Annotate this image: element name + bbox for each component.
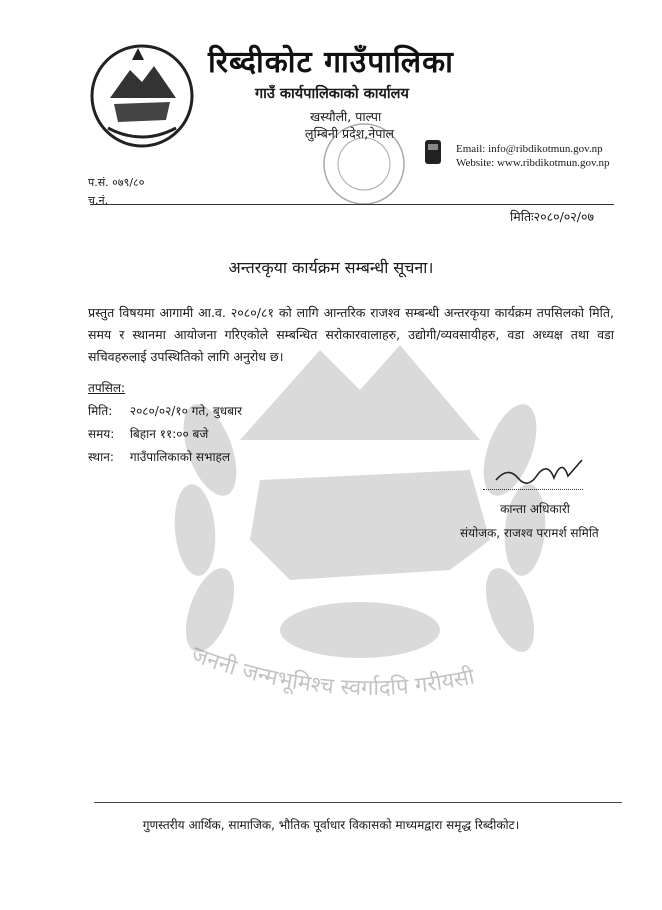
fiscal-reference: प.सं. ०७९/८०	[88, 176, 145, 189]
telephone-icon	[423, 138, 443, 166]
header-divider	[90, 204, 614, 205]
municipality-name: रिब्दीकोट गाउँपालिका	[208, 45, 454, 80]
signatory-title: संयोजक, राजश्व परामर्श समिति	[460, 526, 599, 540]
details-heading: तपसिल:	[88, 381, 126, 395]
detail-value: २०८०/०२/१० गते, बुधबार	[129, 404, 242, 418]
footer-slogan: गुणस्तरीय आर्थिक, सामाजिक, भौतिक पूर्वाधार विकासको माध्यमद्वारा समृद्ध रिब्दीकोट।	[142, 818, 520, 832]
motto-text: जननी जन्मभूमिश्च स्वर्गादपि गरीयसी	[187, 642, 477, 702]
letter-body: प्रस्तुत विषयमा आगामी आ.व. २०८०/८१ को लागि आन्तरिक राजश्व सम्बन्धी अन्तरकृया कार्यक्रम तपसिलको मिति, समय र स्थानमा आयोजना गरिएकोले सम्बन्धित सरोकारवालाहरु, उद्योगी/व्यवसायीहरु, वडा अध्यक्ष तथा वडा सचिवहरुलाई उपस्थितिको लागि अनुरोध छ।	[88, 305, 614, 364]
detail-value: गाउँपालिकाको सभाहल	[129, 450, 231, 464]
signature-line	[483, 489, 583, 490]
detail-value: बिहान ११:०० बजे	[129, 427, 209, 441]
letter-date: मितिः२०८०/०२/०७	[510, 209, 595, 224]
municipality-emblem-logo	[88, 42, 196, 150]
motto-watermark	[180, 640, 560, 730]
detail-row	[88, 400, 242, 423]
detail-row	[88, 446, 242, 469]
email-text: Email: info@ribdikotmun.gov.np	[456, 143, 603, 155]
address-line-2: लुम्बिनी प्रदेश,नेपाल	[305, 126, 395, 141]
footer-divider	[94, 802, 622, 803]
detail-label: स्थान:	[88, 450, 114, 464]
contact-info	[456, 142, 610, 170]
website-text: Website: www.ribdikotmun.gov.np	[456, 157, 610, 169]
detail-row	[88, 423, 242, 446]
handwritten-signature	[490, 452, 590, 490]
svg-text:जननी जन्मभूमिश्च स्वर्गादपि गर	[188, 642, 477, 701]
letter-subject: अन्तरकृया कार्यक्रम सम्बन्धी सूचना।	[228, 258, 434, 277]
detail-label: मिति:	[88, 404, 113, 418]
address-line-1: खस्यौली, पाल्पा	[310, 109, 382, 124]
detail-label: समय:	[88, 427, 115, 441]
dispatch-number: च.नं.	[88, 194, 109, 207]
office-name: गाउँ कार्यपालिकाको कार्यालय	[255, 86, 409, 102]
office-stamp	[318, 118, 410, 210]
event-details	[88, 377, 242, 469]
signatory-name: कान्ता अधिकारी	[500, 502, 570, 516]
